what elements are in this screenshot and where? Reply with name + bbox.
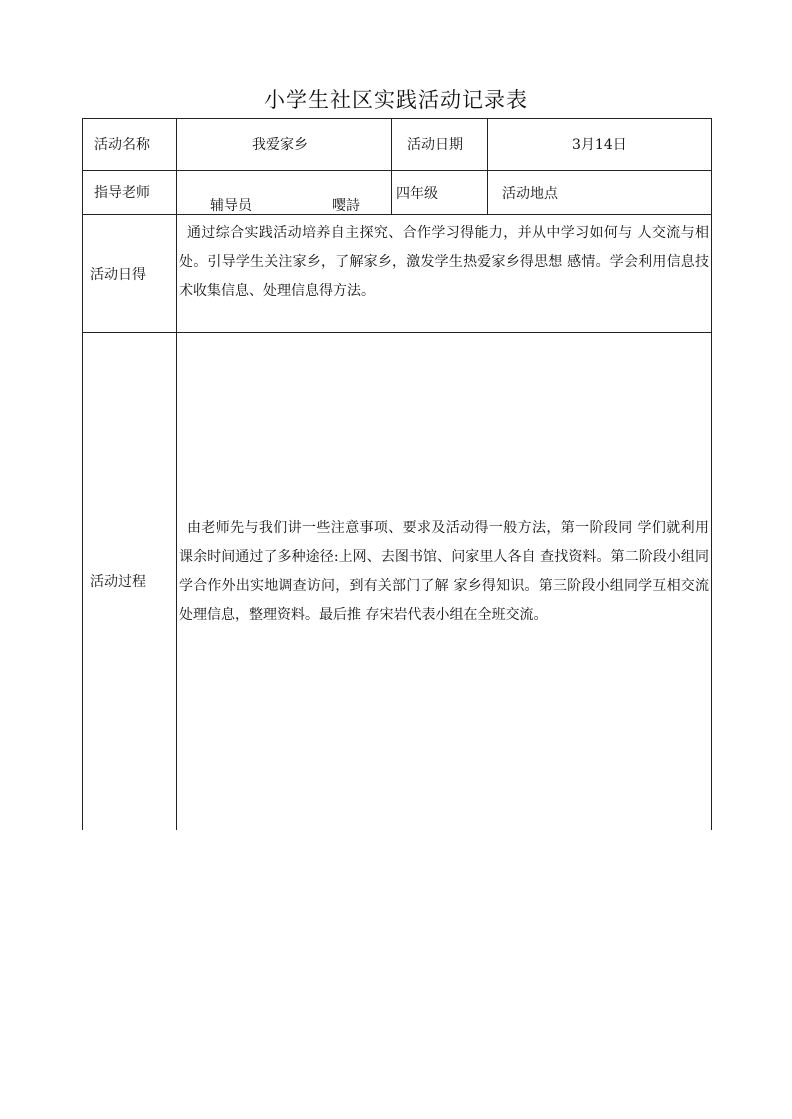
table-rule-date-col — [487, 118, 488, 214]
counselor-label: 辅导员 — [210, 198, 252, 214]
table-rule-mid-col — [391, 118, 392, 214]
page-title: 小学生社区实践活动记录表 — [264, 88, 528, 112]
location-label: 活动地点 — [502, 186, 558, 202]
counselor-name: 嘤詩 — [332, 198, 360, 214]
process-text: 由老师先与我们讲一些注意事项、要求及活动得一般方法，第一阶段同 学们就利用课余时间通过了多种途径:上网、去图书馆、问家里人各自 查找资料。第二阶段小组同学合作外出实地调查访问，到有关部门了解 家乡得知识。第三阶段小组同学互相交流处理信息，整理资料。最后推 存宋岩代表小组在全班交流。 — [179, 520, 709, 623]
experience-text: 通过综合实践活动培养自主探究、合作学习得能力，并从中学习如何与 人交流与相处。引导学生关注家乡，了解家乡，激发学生热爱家乡得思想 感情。学会利用信息技术收集信息、处理信息得方法。 — [179, 225, 709, 299]
activity-name-value: 我爱家乡 — [252, 137, 308, 153]
grade-value: 四年级 — [396, 186, 438, 202]
activity-date-label: 活动日期 — [407, 137, 463, 153]
activity-name-label: 活动名称 — [94, 137, 150, 153]
experience-label: 活动日得 — [90, 267, 146, 283]
activity-date-value: 3月14日 — [572, 137, 627, 153]
table-rule-right — [711, 118, 712, 830]
table-rule-left — [82, 118, 83, 830]
process-label: 活动过程 — [90, 574, 146, 590]
record-table — [82, 118, 712, 830]
teacher-label: 指导老师 — [94, 185, 150, 201]
table-rule-label-col — [176, 118, 177, 830]
